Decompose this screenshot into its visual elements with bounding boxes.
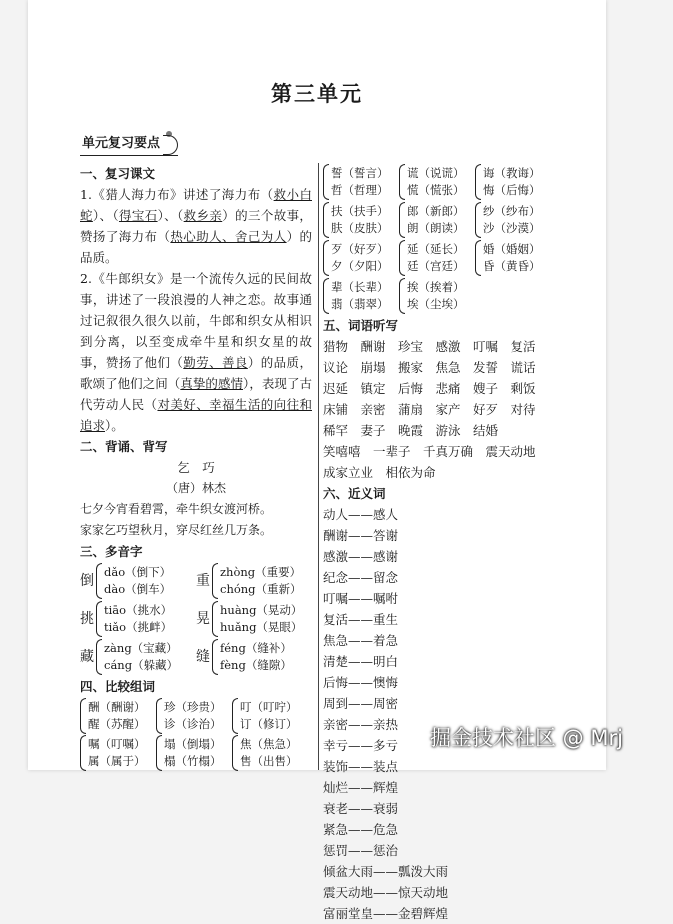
group-item-a: 挨（挨着）: [407, 280, 465, 294]
synonym-pair: 叮嘱——嘱咐: [323, 591, 399, 606]
dictation-line: 议论 崩塌 搬家 焦急 发誓 谎话: [323, 360, 536, 375]
section-heading-recite: 二、背诵、背写: [80, 439, 168, 454]
polyphone-cell: [80, 562, 196, 600]
synonym-pair: 周到——周密: [323, 696, 399, 711]
polyphone-row: [80, 600, 312, 638]
group-character: 缝: [196, 648, 210, 665]
poem-title: 乞 巧: [177, 460, 215, 475]
brace-icon: [399, 164, 405, 200]
compare-group: [399, 202, 475, 238]
group-item-a: 誓（誓言）: [331, 166, 389, 180]
compare-cell: [399, 201, 475, 239]
synonym-pair: 装饰——装点: [323, 759, 399, 774]
group-items: [220, 640, 292, 674]
compare-cell: [323, 201, 399, 239]
polyphone-row: [80, 638, 312, 676]
section-heading-dictation: 五、词语听写: [323, 318, 399, 333]
group-item-b: 夕（夕阳）: [331, 259, 389, 273]
synonym-list: [323, 504, 553, 861]
synonym-pair: 震天动地——惊天动地: [323, 885, 449, 900]
brace-icon: [232, 735, 238, 771]
body-text: ），表现了古代劳动人民（: [80, 376, 312, 412]
group-item-a: 诲（教诲）: [483, 166, 541, 180]
answer-text: 得宝石: [118, 208, 158, 223]
review-tag-label: 单元复习要点: [82, 136, 161, 151]
brace-icon: [323, 240, 329, 276]
answer-text: 热心助人、舍己为人: [170, 229, 287, 244]
brace-icon: [212, 563, 218, 599]
compare-col: [232, 697, 308, 772]
group-item-b: fèng（缝隙）: [220, 658, 292, 672]
group-items: [88, 699, 146, 733]
group-items: [104, 564, 171, 598]
compare-cell: [323, 163, 399, 201]
polyphone-cell: [196, 562, 312, 600]
unit-title: 第三单元: [271, 82, 363, 106]
group-item-a: 歹（好歹）: [331, 242, 389, 256]
group-item-b: 哲（哲理）: [331, 183, 389, 197]
paragraph-niulang: [80, 268, 312, 436]
group-item-a: 焦（焦急）: [240, 737, 298, 751]
group-item-a: huàng（晃动）: [220, 603, 303, 617]
group-items: [483, 203, 541, 237]
brace-icon: [232, 698, 238, 734]
polyphone-cell: [196, 600, 312, 638]
group-item-b: 肤（皮肤）: [331, 221, 389, 235]
group-item-b: 诊（诊治）: [164, 717, 222, 731]
polyphone-group: [80, 601, 196, 637]
group-item-b: 朗（朗读）: [407, 221, 465, 235]
paragraph-hailibu: [80, 184, 312, 268]
brace-icon: [323, 164, 329, 200]
section-heading-synonyms: 六、近义词: [323, 486, 386, 501]
group-items: [407, 279, 465, 313]
group-items: [483, 241, 541, 275]
group-items: [220, 602, 302, 636]
dictation-line: 床铺 亲密 蒲扇 家产 好歹 对待: [323, 402, 536, 417]
group-item-b: 悔（后悔）: [483, 183, 541, 197]
group-item-b: dào（倒车）: [104, 582, 172, 596]
group-item-a: 珍（珍贵）: [164, 700, 222, 714]
answer-text: 救乡亲: [183, 208, 223, 223]
synonym-pair: 后悔——懊悔: [323, 675, 399, 690]
brace-icon: [399, 240, 405, 276]
compare-col: [80, 697, 156, 772]
synonym-pair: 酬谢——答谢: [323, 528, 399, 543]
group-item-a: dǎo（倒下）: [104, 565, 172, 579]
group-item-b: 昏（黄昏）: [483, 259, 541, 273]
group-item-a: tiāo（挑水）: [104, 603, 173, 617]
compare-row: [323, 163, 553, 201]
group-item-b: 埃（尘埃）: [407, 297, 465, 311]
brace-icon: [96, 563, 102, 599]
group-character: 挑: [80, 610, 94, 627]
compare-cell: [475, 163, 551, 201]
answer-text: 勤劳、善良: [183, 355, 248, 370]
compare-cell: [475, 201, 551, 239]
compare-group: [475, 164, 551, 200]
body-text: ）的品质。: [80, 229, 312, 265]
group-item-a: 辈（长辈）: [331, 280, 389, 294]
synonym-pair: 纪念——留念: [323, 570, 399, 585]
group-items: [104, 602, 172, 636]
group-items: [407, 203, 465, 237]
group-items: [331, 279, 389, 313]
group-character: 晃: [196, 610, 210, 627]
group-items: [407, 165, 465, 199]
compare-group: [80, 735, 156, 771]
compare-cell: [323, 277, 399, 315]
group-item-b: 售（出售）: [240, 754, 298, 768]
brace-icon: [80, 735, 86, 771]
group-item-a: zàng（宝藏）: [104, 641, 178, 655]
compare-row: [323, 277, 553, 315]
group-items: [483, 165, 541, 199]
body-text: 2.《牛郎织女》是一个流传久远的民间故事，讲述了一段浪漫的人神之恋。故事通过记叙很久很久以前，牛郎和织女从相识到分离，以至变成牵牛星和织女星的故事，赞扬了他们（: [80, 271, 312, 370]
compare-group: [156, 698, 232, 734]
group-items: [240, 736, 298, 770]
brace-icon: [212, 639, 218, 675]
group-items: [220, 564, 302, 598]
group-item-a: 叮（叮咛）: [240, 700, 298, 714]
synonym-pair: 动人——感人: [323, 507, 399, 522]
poem-line: 家家乞巧望秋月，穿尽红丝几万条。: [80, 523, 273, 537]
synonym-pair: 感激——感谢: [323, 549, 399, 564]
answer-text: 真挚的感情: [180, 376, 244, 391]
answer-text: 救小白蛇: [80, 187, 312, 223]
brace-icon: [80, 698, 86, 734]
group-character: 倒: [80, 572, 94, 589]
compare-cell: [399, 163, 475, 201]
compare-group: [399, 164, 475, 200]
synonym-pair: 幸亏——多亏: [323, 738, 399, 753]
compare-group: [232, 735, 308, 771]
synonym-pair: 紧急——危急: [323, 822, 399, 837]
brace-icon: [399, 278, 405, 314]
compare-list-continued: [323, 163, 553, 315]
dictation-line: 笑嘻嘻 一辈子 千真万确 震天动地: [323, 444, 536, 459]
dictation-line: 迟延 镇定 后悔 悲痛 嫂子 剩饭: [323, 381, 536, 396]
group-items: [164, 699, 222, 733]
group-items: [88, 736, 146, 770]
group-item-b: cáng（躲藏）: [104, 658, 179, 672]
body-text: ）、（: [157, 208, 184, 223]
answer-text: 对美好、幸福生活的向往和追求: [80, 397, 312, 433]
brace-icon: [212, 601, 218, 637]
compare-group: [323, 240, 399, 276]
synonym-pair: 复活——重生: [323, 612, 399, 627]
brace-icon: [475, 240, 481, 276]
group-item-b: 翡（翡翠）: [331, 297, 389, 311]
review-section-tag: [80, 133, 178, 156]
compare-group: [156, 735, 232, 771]
group-item-b: 订（修订）: [240, 717, 298, 731]
compare-group: [323, 202, 399, 238]
body-text: ）。: [105, 418, 124, 433]
brace-icon: [96, 639, 102, 675]
group-items: [407, 241, 465, 275]
compare-row: [323, 201, 553, 239]
compare-list: [80, 697, 312, 772]
dictation-line: 稀罕 妻子 晚霞 游泳 结婚: [323, 423, 499, 438]
dictation-line: 猎物 酬谢 珍宝 感激 叮嘱 复活: [323, 339, 536, 354]
synonym-pair: 亲密——亲热: [323, 717, 399, 732]
group-item-a: 酬（酬谢）: [88, 700, 146, 714]
brace-icon: [475, 164, 481, 200]
compare-group: [80, 698, 156, 734]
group-item-a: 纱（纱布）: [483, 204, 541, 218]
compare-group: [399, 240, 475, 276]
group-items: [331, 203, 389, 237]
polyphone-group: [80, 639, 196, 675]
group-item-b: 慌（慌张）: [407, 183, 465, 197]
dot-decoration: [166, 131, 172, 137]
brace-icon: [475, 202, 481, 238]
group-items: [240, 699, 298, 733]
group-item-b: 属（属于）: [88, 754, 146, 768]
body-text: ）的品质，歌颂了他们之间（: [80, 355, 312, 391]
brace-icon: [323, 202, 329, 238]
group-items: [331, 241, 389, 275]
group-items: [164, 736, 222, 770]
compare-row: [323, 239, 553, 277]
synonym-pair: 清楚——明白: [323, 654, 399, 669]
synonym-pair: 焦急——着急: [323, 633, 399, 648]
compare-group: [323, 278, 399, 314]
body-text: ）、（: [92, 208, 119, 223]
compare-group: [475, 202, 551, 238]
dictation-line: 成家立业 相依为命: [323, 465, 436, 480]
right-column: [323, 163, 553, 924]
watermark: 掘金技术社区 @ Mrj: [430, 726, 623, 750]
group-item-a: 扶（扶手）: [331, 204, 389, 218]
column-divider: [318, 163, 319, 770]
compare-cell: [399, 277, 475, 315]
polyphone-cell: [80, 600, 196, 638]
group-item-b: 榻（竹榻）: [164, 754, 222, 768]
group-item-b: 醒（苏醒）: [88, 717, 146, 731]
group-item-b: chóng（重新）: [220, 582, 302, 596]
group-item-a: 婚（婚姻）: [483, 242, 541, 256]
synonym-pair: 富丽堂皇——金碧辉煌: [323, 906, 449, 921]
dictation-list: [323, 336, 553, 483]
group-item-b: 沙（沙漠）: [483, 221, 541, 235]
polyphone-group: [196, 601, 312, 637]
body-text: ）的三个故事，赞扬了海力布（: [80, 208, 312, 244]
polyphone-row: [80, 562, 312, 600]
poem-line: 七夕今宵看碧霄，牵牛织女渡河桥。: [80, 502, 273, 516]
compare-group: [323, 164, 399, 200]
polyphone-list: [80, 562, 312, 676]
compare-col: [156, 697, 232, 772]
section-heading-compare: 四、比较组词: [80, 679, 156, 694]
group-item-a: 郎（新郎）: [407, 204, 465, 218]
synonym-pair: 惩罚——惩治: [323, 843, 399, 858]
polyphone-group: [196, 639, 312, 675]
group-items: [331, 165, 389, 199]
group-items: [104, 640, 178, 674]
compare-cell: [475, 239, 551, 277]
synonym-pair: 衰老——衰弱: [323, 801, 399, 816]
polyphone-group: [80, 563, 196, 599]
group-item-a: zhòng（重要）: [220, 565, 302, 579]
compare-cell: [323, 239, 399, 277]
section-heading-polyphones: 三、多音字: [80, 544, 143, 559]
group-item-a: 塌（倒塌）: [164, 737, 222, 751]
group-item-a: 嘱（叮嘱）: [88, 737, 146, 751]
group-character: 藏: [80, 648, 94, 665]
group-item-b: huǎng（晃眼）: [220, 620, 303, 634]
section-heading-review: 一、复习课文: [80, 166, 156, 181]
synonym-long-list: [323, 861, 553, 924]
poem-author: （唐）林杰: [165, 481, 226, 495]
synonym-pair: 灿烂——辉煌: [323, 780, 399, 795]
synonym-pair: 倾盆大雨——瓢泼大雨: [323, 864, 449, 879]
polyphone-cell: [80, 638, 196, 676]
left-column: [80, 163, 312, 772]
brace-icon: [156, 735, 162, 771]
polyphone-cell: [196, 638, 312, 676]
compare-group: [232, 698, 308, 734]
group-item-a: 延（延长）: [407, 242, 465, 256]
compare-group: [475, 240, 551, 276]
brace-icon: [96, 601, 102, 637]
group-character: 重: [196, 572, 210, 589]
polyphone-group: [196, 563, 312, 599]
body-text: 1.《猎人海力布》讲述了海力布（: [80, 187, 274, 202]
group-item-a: 谎（说谎）: [407, 166, 465, 180]
group-item-b: 廷（宫廷）: [407, 259, 465, 273]
brace-icon: [156, 698, 162, 734]
compare-cell: [399, 239, 475, 277]
group-item-b: tiǎo（挑衅）: [104, 620, 173, 634]
brace-icon: [399, 202, 405, 238]
group-item-a: féng（缝补）: [220, 641, 292, 655]
brace-icon: [323, 278, 329, 314]
compare-group: [399, 278, 475, 314]
